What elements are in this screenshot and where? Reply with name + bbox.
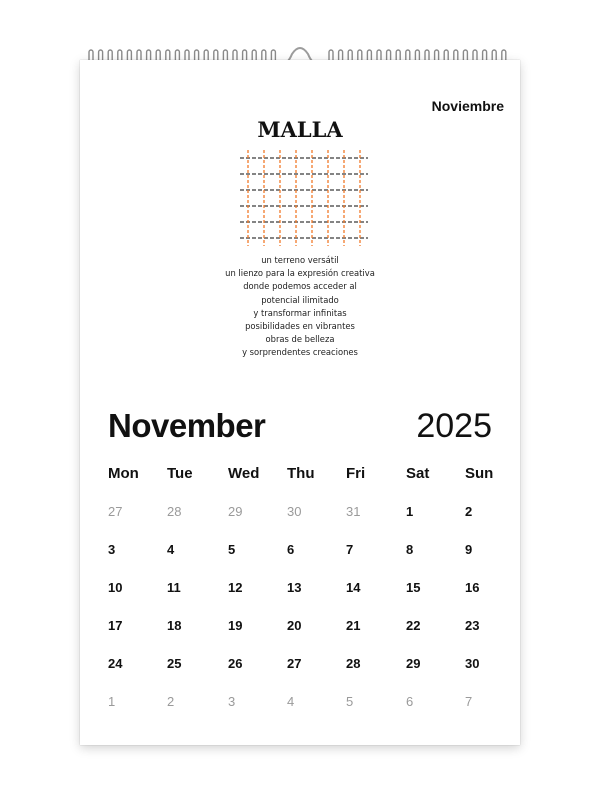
day-cell: 5 — [228, 542, 236, 557]
day-cell: 24 — [108, 656, 123, 671]
poem-line: obras de belleza — [265, 334, 335, 345]
artwork-title: MALLA — [257, 117, 343, 142]
day-cell: 11 — [167, 580, 181, 595]
poem-line: donde podemos acceder al — [243, 281, 357, 292]
adjacent-month-day: 27 — [108, 504, 123, 519]
adjacent-month-day: 2 — [167, 694, 175, 709]
weekday-header: Sun — [465, 465, 494, 482]
weekday-header: Wed — [228, 465, 260, 482]
day-cell: 1 — [406, 504, 414, 519]
weekday-header: Thu — [287, 465, 315, 482]
adjacent-month-day: 31 — [346, 504, 361, 519]
day-cell: 21 — [346, 618, 361, 633]
day-cell: 20 — [287, 618, 302, 633]
calendar-year: 2025 — [416, 407, 492, 445]
day-cell: 12 — [228, 580, 243, 595]
weekday-header: Sat — [406, 465, 430, 482]
day-cell: 6 — [287, 542, 295, 557]
day-cell: 4 — [167, 542, 175, 557]
day-cell: 14 — [346, 580, 361, 595]
poem-line: y transformar infinitas — [253, 307, 347, 318]
day-cell: 17 — [108, 618, 123, 633]
artwork-poem — [80, 254, 520, 360]
day-cell: 13 — [287, 580, 302, 595]
adjacent-month-day: 30 — [287, 504, 302, 519]
day-cell: 18 — [167, 618, 182, 633]
day-cell: 26 — [228, 656, 243, 671]
day-cell: 27 — [287, 656, 302, 671]
poem-line: potencial ilimitado — [261, 294, 339, 305]
day-cell: 30 — [465, 656, 480, 671]
adjacent-month-day: 3 — [228, 694, 236, 709]
adjacent-month-day: 28 — [167, 504, 182, 519]
day-cell: 7 — [346, 542, 354, 557]
weekday-header: Fri — [346, 465, 366, 482]
adjacent-month-day: 7 — [465, 694, 473, 709]
calendar-page — [80, 60, 520, 745]
day-cell: 3 — [108, 542, 116, 557]
poem-line: y sorprendentes creaciones — [242, 347, 358, 358]
poem-line: un lienzo para la expresión creativa — [225, 268, 375, 279]
adjacent-month-day: 29 — [228, 504, 243, 519]
day-cell: 9 — [465, 542, 473, 557]
adjacent-month-day: 1 — [108, 694, 116, 709]
day-cell: 25 — [167, 656, 182, 671]
adjacent-month-day: 6 — [406, 694, 414, 709]
day-cell: 29 — [406, 656, 421, 671]
weekday-header: Mon — [108, 465, 139, 482]
day-cell: 2 — [465, 504, 473, 519]
adjacent-month-day: 5 — [346, 694, 354, 709]
day-cell: 28 — [346, 656, 361, 671]
poem-line: un terreno versátil — [261, 255, 339, 265]
adjacent-month-day: 4 — [287, 694, 295, 709]
calendar-month-title: November — [108, 407, 266, 444]
spanish-month-label: Noviembre — [431, 98, 504, 114]
day-cell: 22 — [406, 618, 421, 633]
day-cell: 19 — [228, 618, 243, 633]
poem-line: posibilidades en vibrantes — [245, 321, 355, 332]
day-cell: 16 — [465, 580, 480, 595]
day-cell: 10 — [108, 580, 123, 595]
weekday-header: Tue — [167, 465, 193, 482]
day-cell: 15 — [406, 580, 421, 595]
day-cell: 8 — [406, 542, 414, 557]
day-cell: 23 — [465, 618, 480, 633]
grid-artwork — [240, 150, 368, 246]
